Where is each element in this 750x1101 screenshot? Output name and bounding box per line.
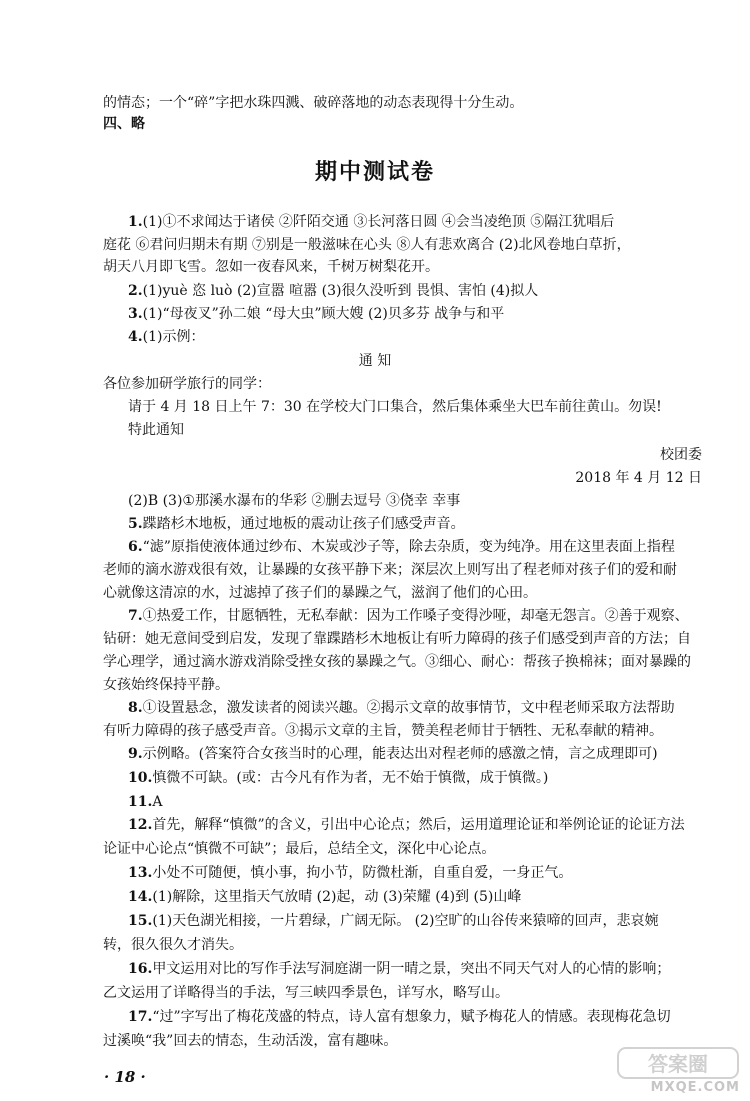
text-line: 转，很久很久才消失。 [103, 937, 243, 953]
notice-salutation: 各位参加研学旅行的同学： [103, 376, 271, 392]
answer-4 [128, 329, 204, 345]
text-line: 乙文运用了详略得当的手法，写三峡四季景色，详写水，略写山。 [103, 985, 509, 1001]
answer-16 [128, 961, 670, 977]
answer-text: 甲文运用对比的写作手法写洞庭湖一阴一晴之景，突出不同天气对人的心情的影响； [152, 961, 671, 977]
answer-13 [128, 865, 572, 881]
text-line: 有听力障碍的孩子感受声音。③揭示文章的主旨，赞美程老师甘于牺牲、无私奉献的精神。 [103, 723, 663, 739]
watermark-logo-text: 答案圈 [648, 1052, 708, 1076]
answer-text: ①热爱工作，甘愿牺牲，无私奉献：因为工作嗓子变得沙哑，却毫无怨言。②善于观察、 [142, 608, 689, 624]
text-line: 学心理学，通过滴水游戏消除受挫女孩的暴躁之气。③细心、耐心：帮孩子换棉袜；面对暴躁的 [103, 654, 691, 670]
answer-3 [128, 306, 504, 322]
answer-15 [128, 913, 658, 929]
answer-7 [128, 608, 689, 624]
text-line: 过溪唤“我”回去的情态，生动活泼，富有趣味。 [103, 1033, 398, 1049]
answer-1 [128, 214, 614, 230]
page-number: · 18 · [104, 1068, 146, 1086]
answer-text: 首先，解释“慎微”的含义，引出中心论点；然后，运用道理论证和举例论证的论证方法 [152, 817, 685, 833]
answer-text: “过”字写出了梅花茂盛的特点，诗人富有想象力，赋予梅花人的情感。表现梅花急切 [152, 1009, 671, 1025]
text-line: 女孩始终保持平静。 [103, 677, 229, 693]
answer-text: (1)示例： [142, 329, 205, 345]
q-number: 6. [128, 539, 143, 555]
q-number: 11. [128, 794, 153, 810]
answer-text: (1)①不求闻达于诸侯 ②阡陌交通 ③长河落日圆 ④会当凌绝顶 ⑤隔江犹唱后 [142, 214, 615, 230]
q-number: 12. [128, 817, 153, 833]
answer-text: (1)“母夜叉”孙二娘 “母大虫”顾大嫂 (2)贝多芬 战争与和平 [142, 306, 505, 322]
answer-17 [128, 1009, 671, 1025]
answer-text: ①设置悬念，激发读者的阅读兴趣。②揭示文章的故事情节，文中程老师采取方法帮助 [142, 700, 675, 716]
notice-body: 请于 4 月 18 日上午 7：30 在学校大门口集合，然后集体乘坐大巴车前往黄山。勿误! [128, 399, 662, 415]
text-line: 钻研：她无意间受到启发，发现了靠蹀踏杉木地板让有听力障碍的孩子们感受到声音的方法；自 [103, 631, 691, 647]
answer-text: A [152, 794, 163, 810]
answer-text: 蹀踏杉木地板，通过地板的震动让孩子们感受声音。 [142, 516, 465, 532]
q-number: 8. [128, 700, 143, 716]
answer-text: 小处不可随便，慎小事，拘小节，防微杜渐，自重自爱，一身正气。 [152, 865, 573, 881]
notice-signer: 校团委 [660, 447, 702, 463]
answer-4-cont: (2)B (3)①那溪水瀑布的华彩 ②删去逗号 ③侥幸 幸事 [128, 493, 461, 509]
answer-text: (1)解除，这里指天气放晴 (2)起，动 (3)荣耀 (4)到 (5)山峰 [152, 889, 522, 905]
answer-11 [128, 794, 162, 810]
answer-5 [128, 516, 465, 532]
notice-closing: 特此通知 [128, 422, 184, 438]
q-number: 10. [128, 770, 153, 786]
text-line: 论证中心论点“慎微不可缺”；最后，总结全文，深化中心论点。 [103, 841, 496, 857]
answer-text: “滤”原指使液体通过纱布、木炭或沙子等，除去杂质，变为纯净。用在这里表面上指程 [142, 539, 675, 555]
answer-2 [128, 283, 538, 299]
watermark-site: MXQE.COM [650, 1080, 740, 1095]
q-number: 15. [128, 913, 153, 929]
q-number: 1. [128, 214, 143, 230]
q-number: 9. [128, 746, 143, 762]
notice-heading: 通 知 [358, 353, 392, 369]
answer-6 [128, 539, 675, 555]
section-heading: 四、略 [103, 116, 145, 132]
q-number: 4. [128, 329, 143, 345]
q-number: 7. [128, 608, 143, 624]
answer-text: 示例略。(答案符合女孩当时的心理，能表达出对程老师的感激之情，言之成理即可) [142, 746, 658, 762]
answer-12 [128, 817, 685, 833]
q-number: 14. [128, 889, 153, 905]
answer-9 [128, 746, 658, 762]
q-number: 13. [128, 865, 153, 881]
text-line: 庭花 ⑥君问归期未有期 ⑦别是一般滋味在心头 ⑧人有悲欢离合 (2)北风卷地白草折， [103, 237, 631, 253]
text-line: 的情态；一个“碎”字把水珠四溅、破碎落地的动态表现得十分生动。 [103, 95, 524, 111]
page-title: 期中测试卷 [314, 160, 435, 185]
text-line: 心就像这清凉的水，过滤掉了孩子们的暴躁之气，滋润了他们的心田。 [103, 585, 537, 601]
q-number: 17. [128, 1009, 153, 1025]
q-number: 16. [128, 961, 153, 977]
q-number: 2. [128, 283, 143, 299]
answer-text: (1)天色湖光相接，一片碧绿，广阔无际。 (2)空旷的山谷传来猿啼的回声，悲哀婉 [152, 913, 659, 929]
q-number: 3. [128, 306, 143, 322]
answer-text: 慎微不可缺。(或：古今凡有作为者，无不始于慎微，成于慎微。) [152, 770, 549, 786]
answer-14 [128, 889, 521, 905]
notice-date: 2018 年 4 月 12 日 [575, 470, 702, 486]
text-line: 胡天八月即飞雪。忽如一夜春风来，千树万树梨花开。 [103, 259, 439, 275]
q-number: 5. [128, 516, 143, 532]
text-line: 老师的滴水游戏很有效，让暴躁的女孩平静下来；深层次上则写出了程老师对孩子们的爱和耐 [103, 562, 677, 578]
answer-text: (1)yuè 恣 luò (2)宣嚣 喧嚣 (3)很久没听到 畏惧、害怕 (4)拟人 [142, 283, 539, 299]
answer-8 [128, 700, 675, 716]
answer-10 [128, 770, 548, 786]
